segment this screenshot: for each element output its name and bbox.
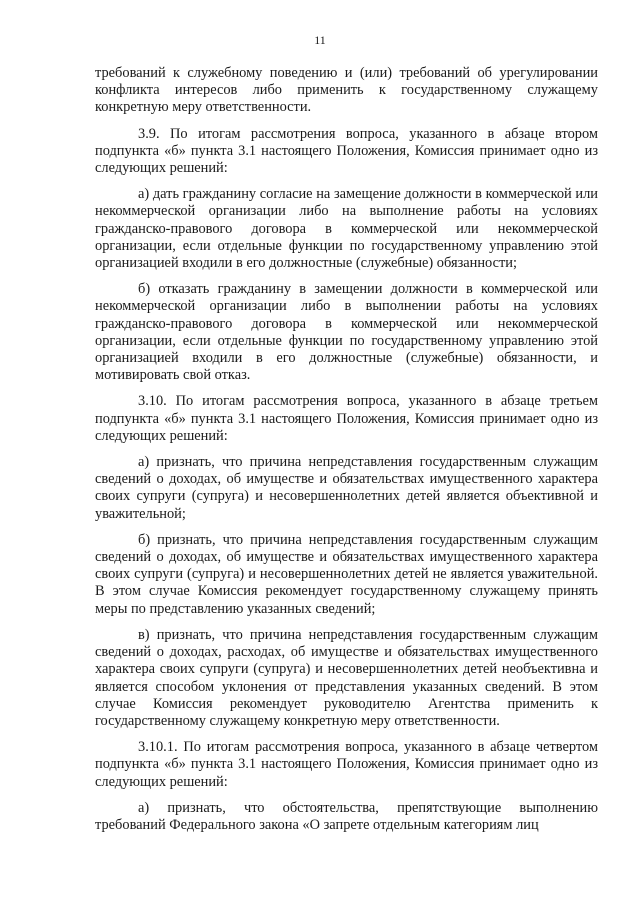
paragraph-3-10-v: в) признать, что причина непредставления государственным служащим сведений о доходах, расходах, об имуществе и обязательствах имущественного характера своих супруги (супруга) и несовершеннолетних детей необъективна и является способом уклонения от представления указанных сведений. В этом случае Комиссия рекомендует руководителю Агентства применить к государственному служащему конкретную меру ответственности.	[95, 626, 598, 729]
paragraph-3-9-a: а) дать гражданину согласие на замещение должности в коммерческой или некоммерческой организации либо на выполнение работы на условиях гражданско-правового договора в коммерческой или некоммерческой организации, если отдельные функции по государственному управлению этой организацией входили в его должностные (служебные) обязанности;	[95, 186, 598, 272]
page-number: 11	[314, 33, 326, 47]
paragraph-3-9-b: б) отказать гражданину в замещении должности в коммерческой или некоммерческой организации либо в выполнении работы на условиях гражданско-правового договора в коммерческой или некоммерческой организации, если отдельные функции по государственному управлению этой организацией входили в его должностные (служебные) обязанности, и мотивировать свой отказ.	[95, 281, 598, 384]
paragraph-3-10-b: б) признать, что причина непредставления государственным служащим сведений о доходах, об имуществе и обязательствах имущественного характера своих супруги (супруга) и несовершеннолетних детей не является уважительной. В этом случае Комиссия рекомендует государственному служащему принять меры по представлению указанных сведений;	[95, 531, 598, 617]
paragraph-3-9: 3.9. По итогам рассмотрения вопроса, указанного в абзаце втором подпункта «б» пункта 3.1 настоящего Положения, Комиссия принимает одно из следующих решений:	[95, 125, 598, 177]
paragraph-3-10-1: 3.10.1. По итогам рассмотрения вопроса, указанного в абзаце четвертом подпункта «б» пункта 3.1 настоящего Положения, Комиссия принимает одно из следующих решений:	[95, 739, 598, 790]
paragraph-continuation: требований к служебному поведению и (или) требований об урегулировании конфликта интересов либо применить к государственному служащему конкретную меру ответственности.	[95, 65, 598, 116]
document-body	[95, 65, 598, 834]
paragraph-3-10: 3.10. По итогам рассмотрения вопроса, указанного в абзаце третьем подпункта «б» пункта 3.1 настоящего Положения, Комиссия принимает одно из следующих решений:	[95, 393, 598, 444]
paragraph-3-10-1-a: а) признать, что обстоятельства, препятствующие выполнению требований Федерального закона «О запрете отдельным категориям лиц	[95, 799, 598, 833]
paragraph-3-10-a: а) признать, что причина непредставления государственным служащим сведений о доходах, об имуществе и обязательствах имущественного характера своих супруги (супруга) и несовершеннолетних детей является объективной и уважительной;	[95, 454, 598, 522]
